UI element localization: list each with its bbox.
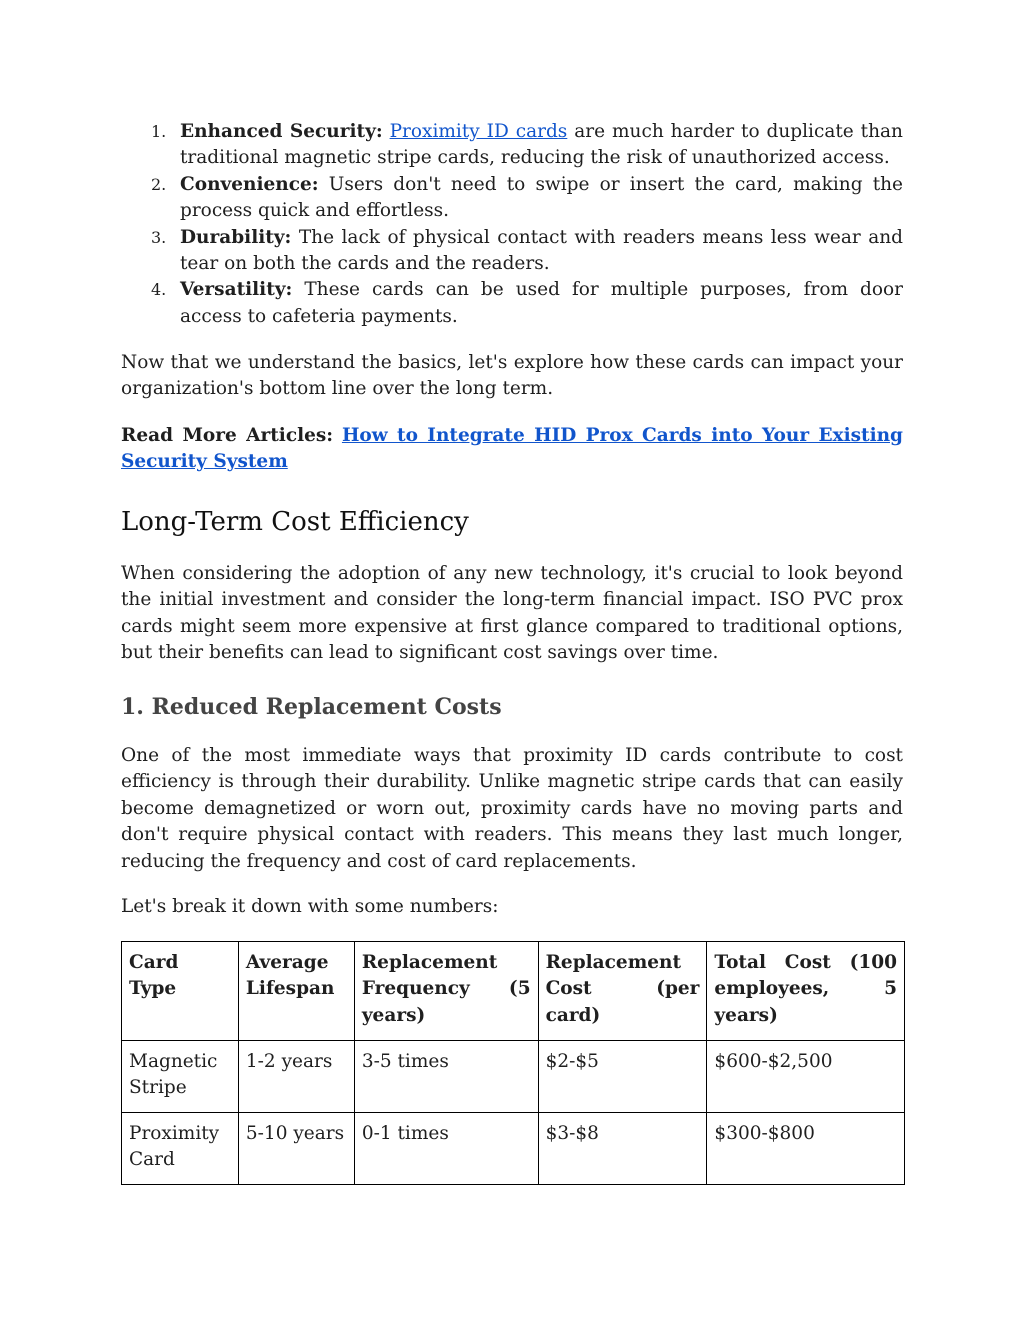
list-number: 3. [151, 227, 167, 247]
benefit-title: Versatility: [180, 279, 293, 301]
table-row [122, 1041, 905, 1113]
read-more-link-text: How to Integrate HID Prox Cards into Your Existing Security System [121, 425, 903, 473]
table-cell: $600-$2,500 [707, 1041, 905, 1113]
table-header-cell: Replacement Frequency (5 years) [354, 942, 538, 1041]
list-item [121, 277, 903, 330]
benefit-text: These cards can be used for multiple purposes, from door access to cafeteria payments. [180, 279, 903, 327]
read-more-label: Read More Articles: [121, 425, 334, 446]
table-row [122, 1112, 905, 1184]
table-header-cell: Card Type [122, 942, 239, 1041]
cost-table [121, 941, 905, 1185]
list-item [121, 225, 903, 278]
section-paragraph: When considering the adoption of any new technology, it's crucial to look beyond the initial investment and consider the long-term financial impact. ISO PVC prox cards might seem more expensive at first glance compared to traditional options, but their benefits can lead to significant cost savings over time. [121, 563, 903, 664]
benefit-text: Users don't need to swipe or insert the card, making the process quick and effortless. [180, 173, 903, 222]
list-item [121, 119, 903, 172]
table-header-cell: Total Cost (100 employees, 5 years) [707, 942, 905, 1041]
proximity-id-cards-link[interactable]: Proximity ID cards [389, 121, 568, 142]
table-cell: Magnetic Stripe [122, 1041, 239, 1113]
intro-paragraph: Now that we understand the basics, let's explore how these cards can impact your organization's bottom line over the long term. [121, 352, 903, 400]
benefit-title: Durability: [180, 226, 292, 248]
list-number: 4. [151, 280, 167, 300]
table-header-cell: Replacement Cost (per card) [538, 942, 707, 1041]
list-number: 1. [151, 122, 167, 141]
benefit-title: Convenience: [180, 173, 319, 195]
subsection-paragraph: One of the most immediate ways that proximity ID cards contribute to cost efficiency is through their durability. Unlike magnetic stripe cards that can easily become demagnetized or worn out, proximity cards have no moving parts and don't require physical contact with readers. This means they last much longer, reducing the frequency and cost of card replacements. [121, 745, 903, 872]
list-number: 2. [151, 174, 167, 194]
table-cell: $3-$8 [538, 1112, 707, 1184]
benefit-title: Enhanced Security: [180, 121, 383, 142]
section-title: Long-Term Cost Efficiency [121, 507, 469, 537]
benefits-list [121, 119, 903, 330]
table-cell: Proximity Card [122, 1112, 239, 1184]
benefit-text: The lack of physical contact with readers means less wear and tear on both the cards and the readers. [180, 226, 903, 275]
table-cell: 0-1 times [354, 1112, 538, 1184]
subsection-title: 1. Reduced Replacement Costs [121, 694, 502, 720]
table-cell: $2-$5 [538, 1041, 707, 1113]
numbers-intro: Let's break it down with some numbers: [121, 896, 499, 917]
list-item [121, 172, 903, 225]
table-cell: 5-10 years [238, 1112, 354, 1184]
table-cell: $300-$800 [707, 1112, 905, 1184]
benefit-text: are much harder to duplicate than traditional magnetic stripe cards, reducing the risk of unauthorized access. [180, 121, 903, 169]
table-header-row [122, 942, 905, 1041]
table-cell: 1-2 years [238, 1041, 354, 1113]
read-more [121, 423, 903, 476]
table-header-cell: Average Lifespan [238, 942, 354, 1041]
table-cell: 3-5 times [354, 1041, 538, 1113]
